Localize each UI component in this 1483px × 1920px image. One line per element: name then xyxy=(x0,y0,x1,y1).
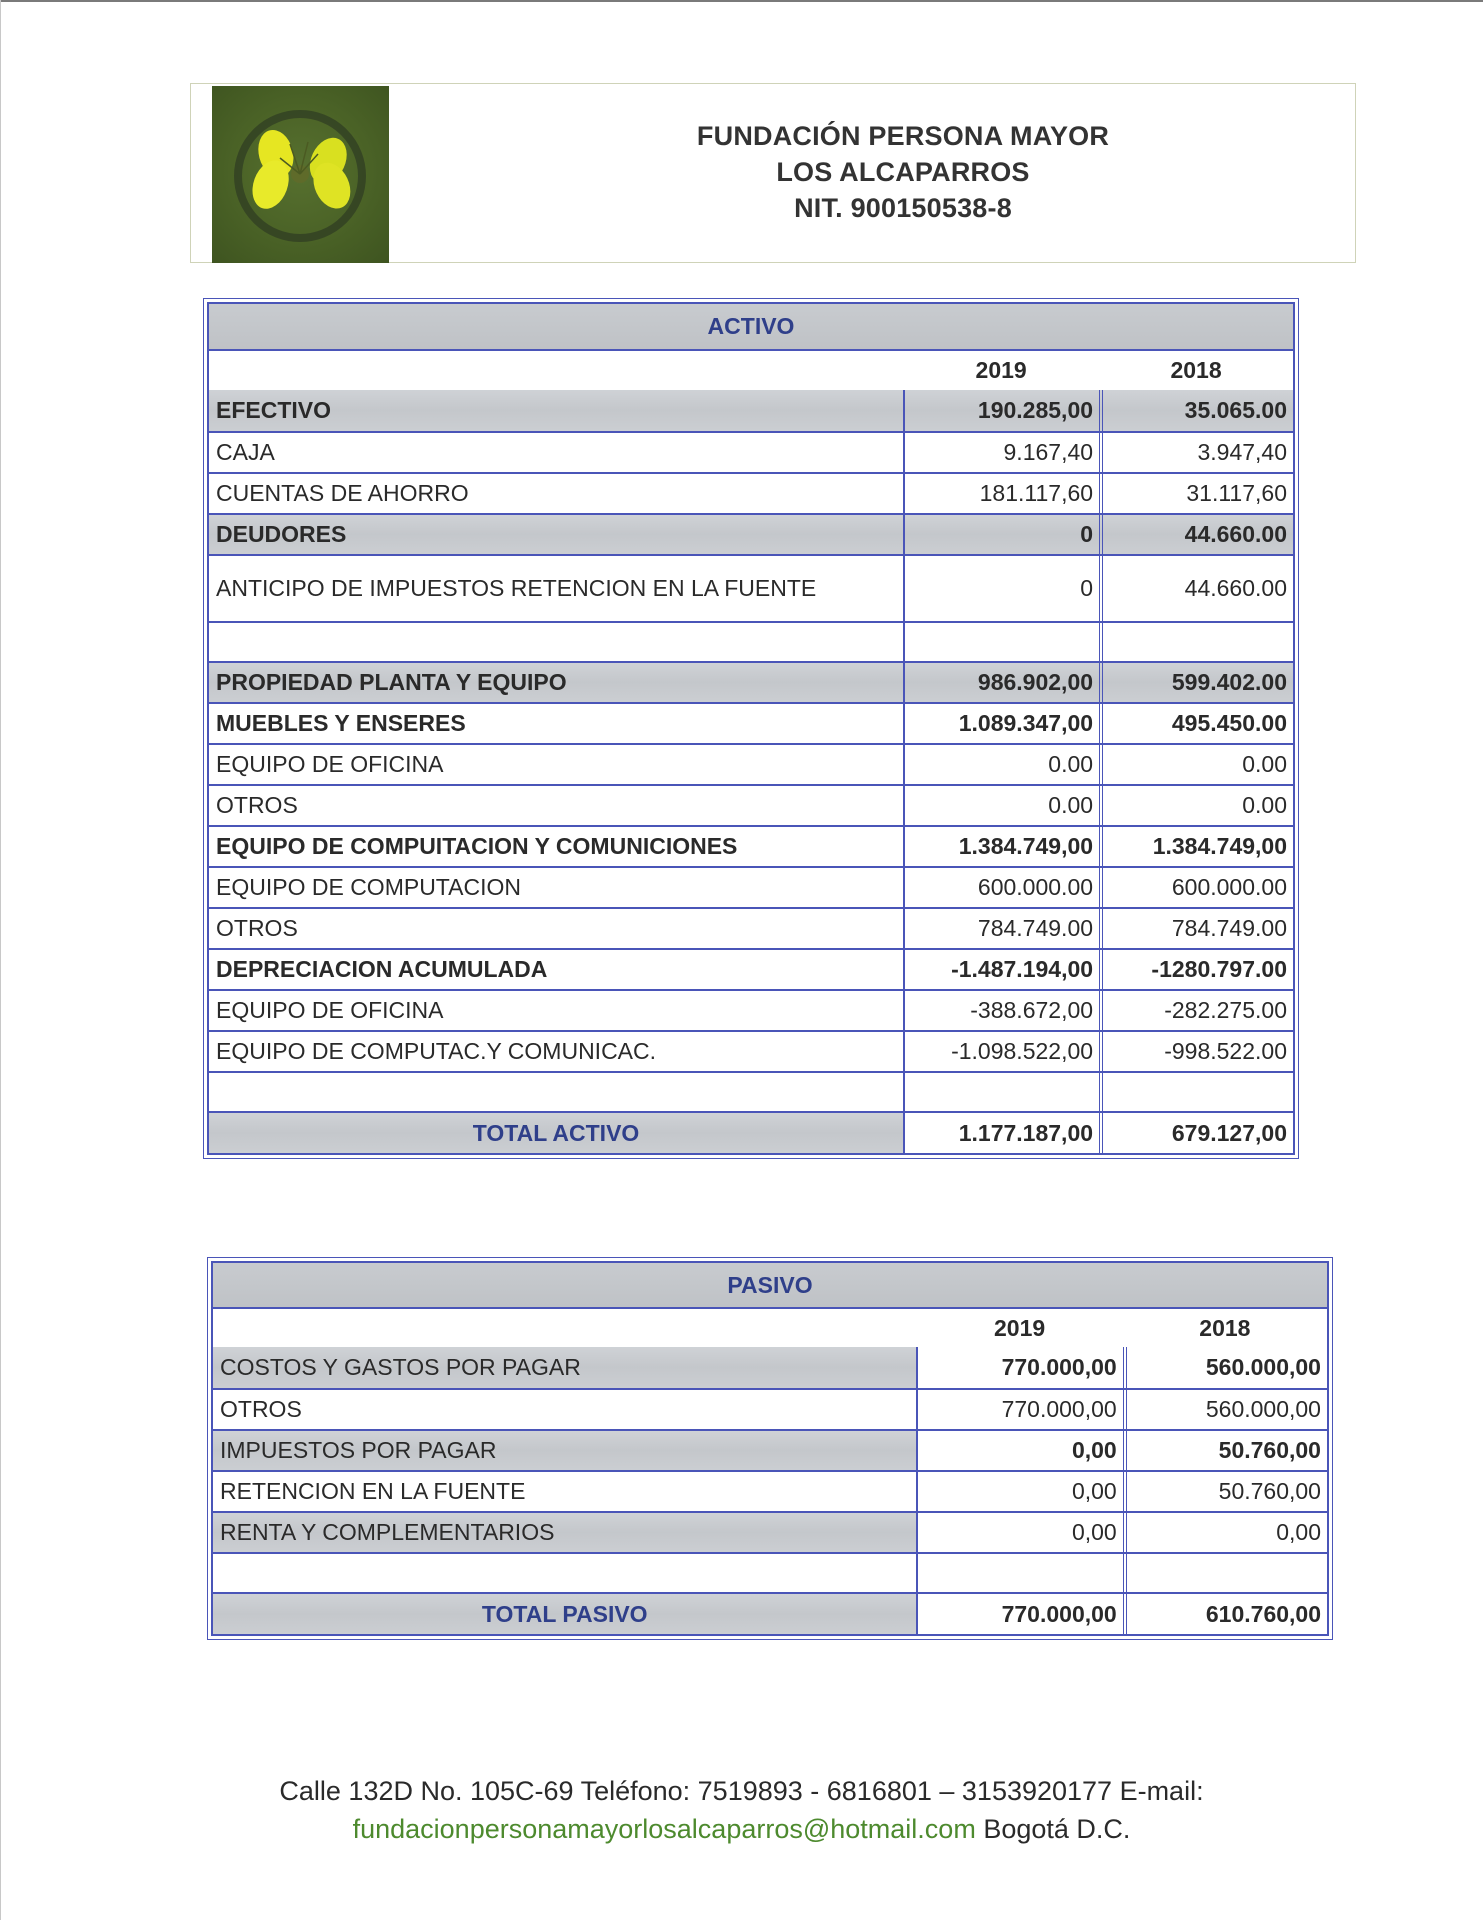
year-header-2019: 2019 xyxy=(994,1314,1046,1341)
table-row xyxy=(209,743,1293,784)
table-row xyxy=(213,1347,1327,1388)
pasivo-title: PASIVO xyxy=(213,1263,1327,1307)
value-2018: 0.00 xyxy=(1099,745,1293,784)
table-row xyxy=(209,661,1293,702)
value-2018: 784.749.00 xyxy=(1099,909,1293,948)
value-2018: 44.660.00 xyxy=(1099,556,1293,621)
value-2018: -1280.797.00 xyxy=(1099,950,1293,989)
value-2019: 784.749.00 xyxy=(903,909,1099,948)
value-2018: 31.117,60 xyxy=(1099,474,1293,513)
blank-row xyxy=(209,621,1293,661)
value-2018 xyxy=(1123,1554,1327,1592)
value-2019: 190.285,00 xyxy=(903,390,1099,431)
total-pasivo-label: TOTAL PASIVO xyxy=(213,1594,916,1634)
value-2019: -1.098.522,00 xyxy=(903,1032,1099,1071)
value-2018: 0,00 xyxy=(1123,1513,1327,1552)
row-label: CAJA xyxy=(216,439,275,465)
table-row xyxy=(209,866,1293,907)
total-activo-2019: 1.177.187,00 xyxy=(903,1113,1099,1153)
row-label: EFECTIVO xyxy=(209,390,903,431)
organization-heading xyxy=(451,118,1355,226)
table-row xyxy=(209,948,1293,989)
row-label: EQUIPO DE OFICINA xyxy=(216,997,444,1023)
table-row xyxy=(213,1388,1327,1429)
value-2019: 0 xyxy=(903,515,1099,554)
table-row xyxy=(209,554,1293,621)
value-2018: -282.275.00 xyxy=(1099,991,1293,1030)
value-2019 xyxy=(916,1554,1122,1592)
value-2018: 50.760,00 xyxy=(1123,1431,1327,1470)
org-name-line1: FUNDACIÓN PERSONA MAYOR xyxy=(696,121,1110,151)
value-2018: 560.000,00 xyxy=(1123,1390,1327,1429)
row-label: IMPUESTOS POR PAGAR xyxy=(213,1431,916,1470)
year-header-spacer xyxy=(209,351,903,390)
table-row xyxy=(209,825,1293,866)
year-header-2019: 2019 xyxy=(975,357,1027,383)
blank-row xyxy=(213,1552,1327,1592)
value-2018 xyxy=(1099,623,1293,661)
contact-footer xyxy=(0,1772,1483,1848)
row-label: RENTA Y COMPLEMENTARIOS xyxy=(213,1513,916,1552)
row-label: OTROS xyxy=(216,792,298,818)
value-2018: 600.000.00 xyxy=(1099,868,1293,907)
table-row xyxy=(213,1470,1327,1511)
value-2019: 770.000,00 xyxy=(916,1390,1122,1429)
value-2019: 0,00 xyxy=(916,1431,1122,1470)
scan-left-edge xyxy=(0,0,1,1920)
value-2018: 560.000,00 xyxy=(1123,1347,1327,1388)
value-2018: 599.402.00 xyxy=(1099,663,1293,702)
total-activo-2018: 679.127,00 xyxy=(1099,1113,1293,1153)
table-row xyxy=(209,472,1293,513)
table-row xyxy=(209,431,1293,472)
table-row xyxy=(209,907,1293,948)
value-2019 xyxy=(903,623,1099,661)
value-2018: 44.660.00 xyxy=(1099,515,1293,554)
value-2019: -1.487.194,00 xyxy=(903,950,1099,989)
total-activo-label: TOTAL ACTIVO xyxy=(209,1113,903,1153)
value-2019 xyxy=(903,1073,1099,1111)
letterhead xyxy=(190,83,1356,263)
value-2018: -998.522.00 xyxy=(1099,1032,1293,1071)
row-label: DEPRECIACION ACUMULADA xyxy=(216,956,548,982)
org-nit: NIT. 900150538-8 xyxy=(794,193,1012,223)
value-2019: 181.117,60 xyxy=(903,474,1099,513)
value-2018: 1.384.749,00 xyxy=(1099,827,1293,866)
table-row xyxy=(209,390,1293,431)
value-2018: 35.065.00 xyxy=(1099,390,1293,431)
address-phone-line: Calle 132D No. 105C-69 Teléfono: 7519893 - 6816801 – 3153920177 E-mail: xyxy=(279,1776,1204,1806)
value-2018: 50.760,00 xyxy=(1123,1472,1327,1511)
row-label: COSTOS Y GASTOS POR PAGAR xyxy=(213,1347,916,1388)
row-label: EQUIPO DE COMPUTAC.Y COMUNICAC. xyxy=(216,1038,657,1064)
value-2019: -388.672,00 xyxy=(903,991,1099,1030)
value-2019: 0,00 xyxy=(916,1472,1122,1511)
row-label: EQUIPO DE COMPUITACION Y COMUNICIONES xyxy=(216,833,738,859)
table-row xyxy=(213,1511,1327,1552)
value-2019: 0.00 xyxy=(903,745,1099,784)
blank-row xyxy=(209,1071,1293,1111)
email-city-line xyxy=(0,1810,1483,1848)
table-row xyxy=(209,989,1293,1030)
row-label xyxy=(213,1554,916,1592)
value-2018: 3.947,40 xyxy=(1099,433,1293,472)
table-row xyxy=(213,1429,1327,1470)
year-header-2018: 2018 xyxy=(1170,357,1222,383)
value-2019: 0 xyxy=(903,556,1099,621)
logo-graphic xyxy=(212,86,389,263)
row-label: CUENTAS DE AHORRO xyxy=(216,480,469,506)
value-2018: 0.00 xyxy=(1099,786,1293,825)
row-label: OTROS xyxy=(220,1396,302,1422)
row-label: RETENCION EN LA FUENTE xyxy=(220,1478,526,1504)
pasivo-table xyxy=(207,1257,1333,1640)
activo-title: ACTIVO xyxy=(209,304,1293,349)
value-2019: 986.902,00 xyxy=(903,663,1099,702)
row-label: PROPIEDAD PLANTA Y EQUIPO xyxy=(209,663,903,702)
row-label xyxy=(209,623,903,661)
row-label: DEUDORES xyxy=(209,515,903,554)
value-2019: 1.089.347,00 xyxy=(903,704,1099,743)
total-pasivo-2019: 770.000,00 xyxy=(916,1594,1122,1634)
scan-top-edge xyxy=(0,0,1483,2)
year-header-spacer xyxy=(213,1309,916,1347)
table-row xyxy=(209,784,1293,825)
email-link[interactable]: fundacionpersonamayorlosalcaparros@hotmail.com xyxy=(352,1814,976,1844)
row-label: EQUIPO DE OFICINA xyxy=(216,751,444,777)
city-text: Bogotá D.C. xyxy=(975,1814,1131,1844)
value-2018 xyxy=(1099,1073,1293,1111)
value-2019: 600.000.00 xyxy=(903,868,1099,907)
total-pasivo-2018: 610.760,00 xyxy=(1123,1594,1327,1634)
value-2019: 0.00 xyxy=(903,786,1099,825)
table-row xyxy=(209,513,1293,554)
value-2019: 1.384.749,00 xyxy=(903,827,1099,866)
row-label: EQUIPO DE COMPUTACION xyxy=(216,874,521,900)
value-2019: 0,00 xyxy=(916,1513,1122,1552)
value-2018: 495.450.00 xyxy=(1099,704,1293,743)
flower-logo-icon xyxy=(212,86,389,263)
table-row xyxy=(209,1030,1293,1071)
row-label: ANTICIPO DE IMPUESTOS RETENCION EN LA FUENTE xyxy=(216,575,817,601)
table-row xyxy=(209,702,1293,743)
row-label: MUEBLES Y ENSERES xyxy=(216,710,466,736)
row-label xyxy=(209,1073,903,1111)
value-2019: 9.167,40 xyxy=(903,433,1099,472)
total-pasivo-row xyxy=(213,1592,1327,1634)
activo-table xyxy=(203,298,1299,1159)
value-2019: 770.000,00 xyxy=(916,1347,1122,1388)
org-name-line2: LOS ALCAPARROS xyxy=(776,157,1030,187)
row-label: OTROS xyxy=(216,915,298,941)
total-activo-row xyxy=(209,1111,1293,1153)
year-header-2018: 2018 xyxy=(1199,1314,1251,1341)
